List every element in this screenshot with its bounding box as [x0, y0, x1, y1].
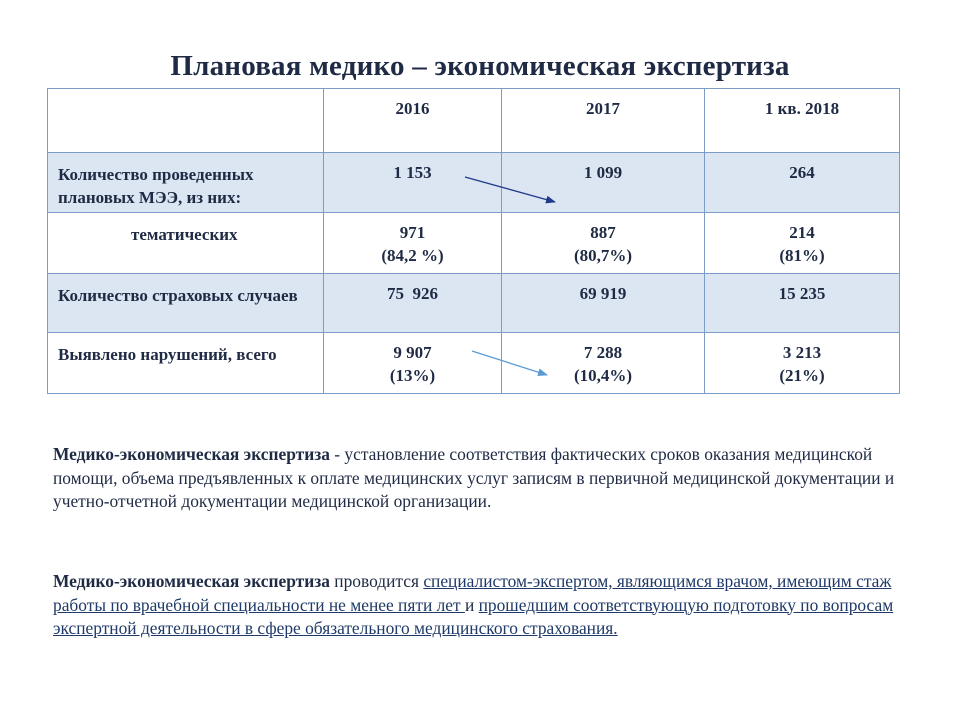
cell-value: 264 [789, 163, 815, 182]
table-cell [324, 153, 502, 213]
table-cell [705, 274, 900, 333]
row-label-cell [48, 274, 324, 333]
cell-value: 7 288 [583, 343, 623, 362]
table-row [48, 213, 900, 274]
cell-value: 1 153 [393, 163, 432, 182]
cell-value: 75 926 [387, 284, 438, 303]
requirement-link-expert[interactable]: специалистом-экспертом, являющимся врачом, имеющим стаж работы по врачебной специальности не менее пяти лет [53, 571, 892, 615]
header-cell-empty [48, 89, 324, 153]
definition-paragraph-2 [53, 570, 923, 641]
table-row [48, 274, 900, 333]
table-cell [502, 333, 705, 394]
cell-percent: (81%) [779, 246, 825, 265]
row-label: Количество страховых случаев [58, 286, 298, 305]
table-cell [324, 274, 502, 333]
table-cell [705, 153, 900, 213]
definition-term: Медико-экономическая экспертиза [53, 444, 330, 464]
row-label-cell [48, 153, 324, 213]
slide-title: Плановая медико – экономическая экспертиза [170, 50, 790, 82]
table-cell [324, 333, 502, 394]
table-cell [324, 213, 502, 274]
cell-value: 69 919 [579, 284, 627, 303]
mee-table [47, 88, 900, 394]
header-cell-2016 [324, 89, 502, 153]
header-cell-2018q1 [705, 89, 900, 153]
cell-percent: (80,7%) [573, 246, 633, 265]
table-cell [502, 213, 705, 274]
header-label: 1 кв. 2018 [764, 99, 840, 118]
cell-value: 3 213 [782, 343, 822, 362]
row-label-cell [48, 213, 324, 274]
definition-paragraph [53, 443, 923, 514]
table-header-row [48, 89, 900, 153]
table-cell [705, 213, 900, 274]
table-cell [502, 274, 705, 333]
cell-value: 214 [789, 223, 815, 242]
cell-percent: (13%) [389, 366, 436, 385]
row-label: Выявлено нарушений, всего [58, 345, 277, 364]
cell-percent: (10,4%) [573, 366, 633, 385]
cell-percent: (84,2 %) [381, 246, 444, 265]
table-cell [502, 153, 705, 213]
table-cell [705, 333, 900, 394]
header-label: 2017 [586, 99, 620, 118]
definition-text: проводится [329, 571, 424, 591]
definition-text: - установление соответствия фактических сроков оказания медицинской помощи, объема предъявленных к оплате медицинских услуг записям в первичной медицинской документации и учетно-отчетной документации медицинской организации. [53, 444, 895, 511]
table-row [48, 153, 900, 213]
cell-value: 887 [590, 223, 616, 242]
cell-percent: (21%) [779, 366, 825, 385]
header-cell-2017 [502, 89, 705, 153]
requirement-link-training[interactable]: прошедшим соответствующую подготовку по вопросам экспертной деятельности в сфере обязательного медицинского страхования. [53, 594, 894, 638]
row-label: тематических [131, 225, 238, 244]
header-label: 2016 [395, 99, 430, 118]
definition-text: и [464, 594, 479, 615]
row-label: Количество проведенных плановых МЭЭ, из них: [58, 165, 254, 207]
cell-value: 1 099 [583, 163, 623, 182]
row-label-cell [48, 333, 324, 394]
definition-term: Медико-экономическая экспертиза [53, 571, 330, 591]
cell-value: 9 907 [393, 343, 432, 362]
table-row [48, 333, 900, 394]
cell-value: 15 235 [778, 284, 826, 303]
cell-value: 971 [399, 223, 426, 242]
